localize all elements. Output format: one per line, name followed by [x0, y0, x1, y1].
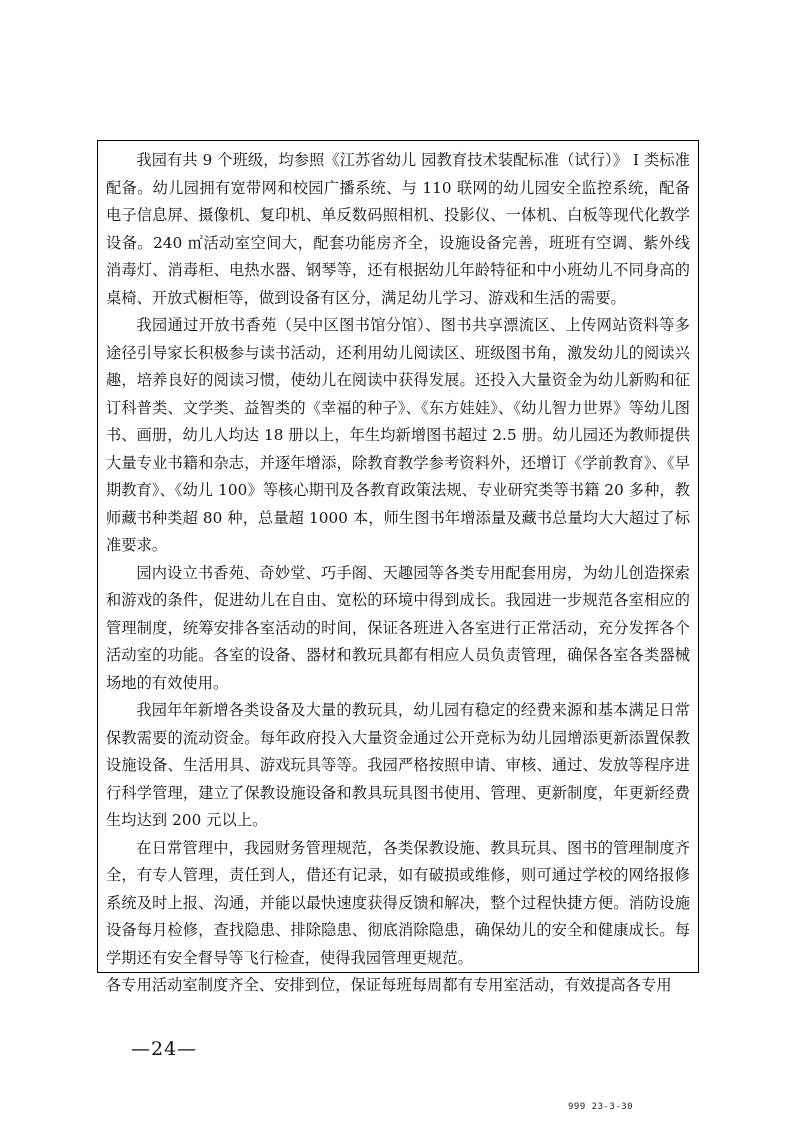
- paragraph-management: 在日常管理中，我园财务管理规范，各类保教设施、教具玩具、图书的管理制度齐全，有专人管理，责任到人，借还有记录，如有破损或维修，则可通过学校的网络报修系统及时上报、沟通，并能以最快速度获得反馈和解决，整个过程快捷方便。消防设施设备每月检修，查找隐患、排除隐患、彻底消除隐患，确保幼儿的安全和健康成长。每学期还有安全督导等飞行检查，使得我园管理更规范。: [106, 838, 690, 967]
- paragraph-funding: 我园年年新增各类设备及大量的教玩具，幼儿园有稳定的经费来源和基本满足日常保教需要的流动资金。每年政府投入大量资金通过公开竞标为幼儿园增添更新添置保教设施设备、生活用具、游戏玩具等等。我园严格按照申请、审核、通过、发放等程序进行科学管理，建立了保教设施设备和教具玩具图书使用、管理、更新制度，年更新经费生均达到 200 元以上。: [106, 701, 690, 829]
- page-number: —24—: [131, 1038, 198, 1060]
- paragraph-continued: 各专用活动室制度齐全、安排到位，保证每班每周都有专用室活动，有效提高各专用: [106, 976, 672, 994]
- paragraph-equipment: 我园有共 9 个班级，均参照《江苏省幼儿 园教育技术装配标准（试行）》 I 类标准配备。幼儿园拥有宽带网和校园广播系统、与 110 联网的幼儿园安全监控系统，配备电子信息屏、摄像机、复印机、单反数码照相机、投影仪、一体机、白板等现代化教学设备。240 ㎡活动室空间大，配套功能房齐全，设施设备完善，班班有空调、紫外线消毒灯、消毒柜、电热水器、钢琴等，还有根据幼儿年龄特征和中小班幼儿不同身高的桌椅、开放式橱柜等，做到设备有区分，满足幼儿学习、游戏和生活的需要。: [106, 151, 690, 307]
- content-frame: [97, 140, 699, 994]
- paragraph-activity-rooms: 园内设立书香苑、奇妙堂、巧手阁、天趣园等各类专用配套用房，为幼儿创造探索和游戏的条件，促进幼儿在自由、宽松的环境中得到成长。我园进一步规范各室相应的管理制度，统筹安排各室活动的时间，保证各班进入各室进行正常活动，充分发挥各个活动室的功能。各室的设备、器材和教玩具都有相应人员负责管理，确保各室各类器械场地的有效使用。: [106, 563, 690, 692]
- paragraph-reading: 我园通过开放书香苑（吴中区图书馆分馆）、图书共享漂流区、上传网站资料等多途径引导家长积极参与读书活动，还利用幼儿阅读区、班级图书角，激发幼儿的阅读兴趣，培养良好的阅读习惯，使幼儿在阅读中获得发展。还投入大量资金为幼儿新购和征订科普类、文学类、益智类的《幸福的种子》、《东方娃娃》、《幼儿智力世界》等幼儿图书、画册，幼儿人均达 18 册以上，年生均新增图书超过 2.5 册。幼儿园还为教师提供大量专业书籍和杂志，并逐年增添，除教育教学参考资料外，还增订《学前教育》、《早期教育》、《幼儿 100》等核心期刊及各教育政策法规、专业研究类等书籍 20 多种，教师藏书种类超 80 种，总量超 1000 本，师生图书年增添量及藏书总量均大大超过了标准要求。: [106, 316, 690, 554]
- print-stamp: 999 23-3-30: [568, 1102, 634, 1112]
